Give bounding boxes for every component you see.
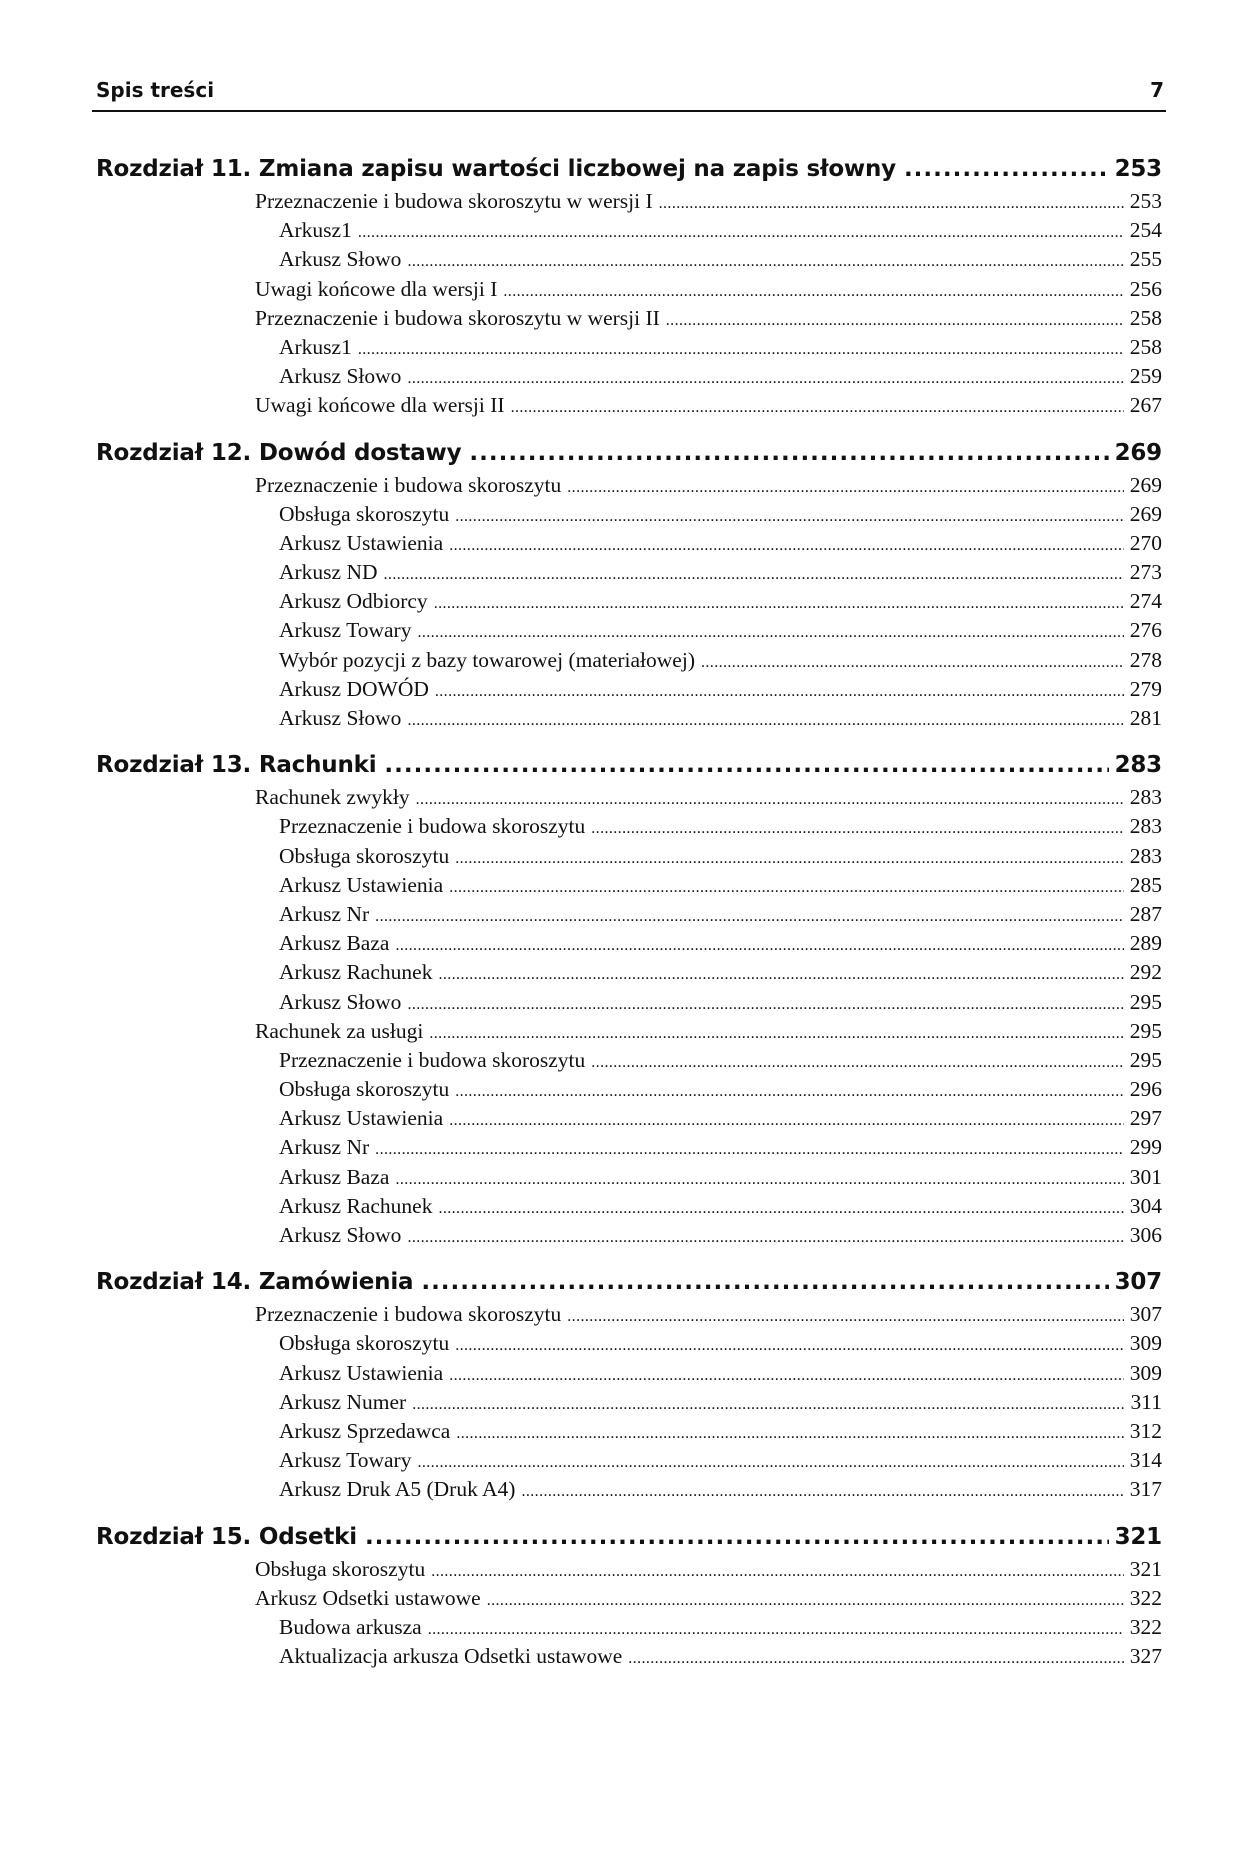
toc-entry-title: Przeznaczenie i budowa skoroszytu (279, 1047, 586, 1072)
chapter-block (96, 440, 1162, 736)
toc-entry[interactable] (96, 1223, 1162, 1252)
leader-dots (449, 537, 1124, 555)
leader-dots (455, 1083, 1124, 1101)
toc-entry-title: Aktualizacja arkusza Odsetki ustawowe (279, 1644, 623, 1669)
leader-dots (503, 283, 1123, 301)
chapter-page-number: 283 (1114, 752, 1162, 779)
toc-entry-page-number: 254 (1129, 218, 1162, 243)
leader-dots (487, 1592, 1124, 1610)
toc-entry-title: Przeznaczenie i budowa skoroszytu w wersji II (255, 305, 660, 330)
leader-dots (438, 966, 1123, 984)
leader-dots (412, 1396, 1124, 1414)
running-header (92, 74, 1166, 112)
toc-entry[interactable] (96, 1477, 1162, 1506)
chapter-title: Rozdział 12. Dowód dostawy (96, 439, 462, 466)
toc-entry-page-number: 258 (1129, 334, 1162, 359)
chapter-page-number: 321 (1114, 1523, 1162, 1550)
toc-entry-title: Obsługa skoroszytu (255, 1556, 426, 1581)
leader-dots (375, 1141, 1124, 1159)
leader-dots (395, 937, 1123, 955)
toc-entry-title: Arkusz Sprzedawca (279, 1418, 451, 1443)
leader-dots (455, 1337, 1124, 1355)
leader-dots (417, 624, 1123, 642)
toc-entry-page-number: 256 (1129, 276, 1162, 301)
leader-dots (521, 1483, 1123, 1501)
toc-entry-title: Arkusz Numer (279, 1389, 407, 1414)
chapter-block (96, 1524, 1162, 1674)
toc-entry[interactable] (96, 844, 1162, 873)
toc-entry-page-number: 307 (1129, 1302, 1162, 1327)
toc-entry-page-number: 295 (1129, 1047, 1162, 1072)
chapter-title: Rozdział 14. Zamówienia (96, 1269, 414, 1296)
toc-entry[interactable] (96, 277, 1162, 306)
toc-entry[interactable] (96, 1419, 1162, 1448)
toc-entry[interactable] (96, 335, 1162, 364)
toc-entry[interactable] (96, 247, 1162, 276)
leader-dots (407, 253, 1123, 271)
leader-dots (438, 1200, 1123, 1218)
leader-dots (455, 850, 1124, 868)
toc-entry[interactable] (96, 1586, 1162, 1615)
chapter-heading[interactable] (96, 440, 1162, 473)
toc-entry[interactable] (96, 560, 1162, 589)
toc-entry-page-number: 279 (1129, 676, 1162, 701)
leader-dots (591, 1054, 1123, 1072)
toc-entry[interactable] (96, 1077, 1162, 1106)
toc-entry-page-number: 327 (1129, 1644, 1162, 1669)
leader-dots (365, 1524, 1109, 1550)
toc-entry-title: Arkusz Druk A5 (Druk A4) (279, 1477, 516, 1502)
leader-dots (435, 683, 1124, 701)
leader-dots (428, 1621, 1124, 1639)
toc-entry-page-number: 267 (1129, 393, 1162, 418)
toc-entry[interactable] (96, 1135, 1162, 1164)
toc-entry[interactable] (96, 1106, 1162, 1135)
toc-entry-title: Wybór pozycji z bazy towarowej (materiałowej) (279, 647, 695, 672)
toc-entry[interactable] (96, 814, 1162, 843)
toc-entry[interactable] (96, 648, 1162, 677)
toc-entry-page-number: 285 (1129, 872, 1162, 897)
toc-entry-title: Obsługa skoroszytu (279, 1077, 450, 1102)
toc-entry[interactable] (96, 960, 1162, 989)
leader-dots (666, 312, 1124, 330)
toc-entry-title: Arkusz DOWÓD (279, 676, 429, 701)
leader-dots (567, 479, 1123, 497)
toc-entry-title: Arkusz Baza (279, 1164, 390, 1189)
table-of-contents (96, 156, 1162, 1690)
toc-entry[interactable] (96, 218, 1162, 247)
leader-dots (375, 908, 1124, 926)
toc-entry-title: Arkusz Rachunek (279, 1193, 433, 1218)
toc-entry-title: Arkusz ND (279, 560, 378, 585)
toc-entry-page-number: 258 (1129, 305, 1162, 330)
leader-dots (628, 1650, 1123, 1668)
leader-dots (358, 224, 1124, 242)
leader-dots (384, 566, 1124, 584)
toc-entry-title: Arkusz Słowo (279, 247, 402, 272)
toc-entry-title: Arkusz1 (279, 334, 352, 359)
toc-entry[interactable] (96, 931, 1162, 960)
toc-entry[interactable] (96, 189, 1162, 218)
toc-entry[interactable] (96, 706, 1162, 735)
leader-dots (431, 1563, 1124, 1581)
toc-entry-page-number: 283 (1129, 814, 1162, 839)
toc-entry-title: Arkusz Baza (279, 931, 390, 956)
toc-entry[interactable] (96, 589, 1162, 618)
toc-entry-title: Arkusz Słowo (279, 1223, 402, 1247)
leader-dots (407, 1229, 1123, 1247)
chapter-block (96, 156, 1162, 423)
toc-entry-page-number: 283 (1129, 843, 1162, 868)
toc-entry[interactable] (96, 393, 1162, 422)
toc-entry[interactable] (96, 873, 1162, 902)
leader-dots (659, 195, 1124, 213)
toc-entry-page-number: 297 (1129, 1106, 1162, 1131)
chapter-title: Rozdział 15. Odsetki (96, 1523, 357, 1550)
leader-dots (407, 996, 1123, 1014)
toc-entry-title: Arkusz Ustawienia (279, 1106, 444, 1131)
toc-entry-page-number: 289 (1129, 931, 1162, 956)
leader-dots (395, 1171, 1123, 1189)
toc-entry-page-number: 269 (1129, 501, 1162, 526)
toc-entry[interactable] (96, 785, 1162, 814)
toc-entry-page-number: 278 (1129, 647, 1162, 672)
toc-entry-title: Arkusz Ustawienia (279, 1360, 444, 1385)
toc-entry-title: Przeznaczenie i budowa skoroszytu (255, 1302, 562, 1327)
toc-entry-page-number: 283 (1129, 785, 1162, 810)
toc-entry-page-number: 301 (1129, 1164, 1162, 1189)
toc-entry-title: Przeznaczenie i budowa skoroszytu w wersji I (255, 189, 653, 213)
toc-entry-title: Uwagi końcowe dla wersji I (255, 276, 498, 301)
toc-entry[interactable] (96, 1390, 1162, 1419)
toc-entry[interactable] (96, 306, 1162, 335)
leader-dots (449, 1112, 1124, 1130)
toc-entry-title: Arkusz Nr (279, 901, 370, 926)
chapter-page-number: 253 (1114, 156, 1162, 182)
toc-entry[interactable] (96, 1557, 1162, 1586)
toc-entry[interactable] (96, 502, 1162, 531)
toc-entry-title: Arkusz Słowo (279, 706, 402, 730)
leader-dots (384, 752, 1108, 778)
chapter-block (96, 752, 1162, 1252)
toc-entry[interactable] (96, 1048, 1162, 1077)
page-number: 7 (1150, 78, 1164, 102)
leader-dots (407, 712, 1123, 730)
toc-entry-title: Arkusz Rachunek (279, 960, 433, 985)
toc-entry-page-number: 312 (1129, 1418, 1162, 1443)
toc-entry-page-number: 269 (1129, 472, 1162, 497)
toc-entry[interactable] (96, 1615, 1162, 1644)
toc-entry-page-number: 253 (1129, 189, 1162, 213)
toc-entry-page-number: 309 (1129, 1331, 1162, 1356)
toc-entry[interactable] (96, 618, 1162, 647)
toc-entry-page-number: 255 (1129, 247, 1162, 272)
toc-entry[interactable] (96, 1194, 1162, 1223)
toc-entry[interactable] (96, 1448, 1162, 1477)
toc-entry[interactable] (96, 902, 1162, 931)
chapter-page-number: 269 (1114, 439, 1162, 466)
toc-entry-page-number: 270 (1129, 530, 1162, 555)
running-header-title: Spis treści (96, 78, 215, 102)
toc-entry-page-number: 322 (1129, 1585, 1162, 1610)
toc-entry-title: Arkusz1 (279, 218, 352, 243)
toc-entry[interactable] (96, 1361, 1162, 1390)
toc-entry-page-number: 295 (1129, 1018, 1162, 1043)
chapter-heading[interactable] (96, 752, 1162, 785)
toc-entry-title: Arkusz Ustawienia (279, 872, 444, 897)
toc-entry-page-number: 314 (1129, 1448, 1162, 1473)
toc-entry-title: Arkusz Odsetki ustawowe (255, 1585, 481, 1610)
toc-entry-title: Rachunek za usługi (255, 1018, 424, 1043)
leader-dots (701, 654, 1124, 672)
toc-entry-title: Rachunek zwykły (255, 785, 410, 810)
toc-entry-title: Obsługa skoroszytu (279, 1331, 450, 1356)
toc-entry[interactable] (96, 473, 1162, 502)
toc-entry-page-number: 317 (1129, 1477, 1162, 1502)
toc-entry-page-number: 296 (1129, 1077, 1162, 1102)
toc-entry[interactable] (96, 364, 1162, 393)
leader-dots (455, 508, 1124, 526)
leader-dots (416, 791, 1124, 809)
toc-entry-title: Obsługa skoroszytu (279, 501, 450, 526)
toc-entry-page-number: 306 (1129, 1223, 1162, 1247)
toc-entry-page-number: 295 (1129, 989, 1162, 1014)
toc-entry-page-number: 311 (1130, 1389, 1162, 1414)
leader-dots (904, 156, 1109, 182)
toc-entry-page-number: 287 (1129, 901, 1162, 926)
toc-entry[interactable] (96, 677, 1162, 706)
chapter-block (96, 1269, 1162, 1506)
toc-entry[interactable] (96, 1331, 1162, 1360)
toc-entry-title: Przeznaczenie i budowa skoroszytu (255, 472, 562, 497)
toc-entry[interactable] (96, 990, 1162, 1019)
toc-entry[interactable] (96, 1644, 1162, 1673)
leader-dots (421, 1269, 1108, 1295)
toc-entry-page-number: 274 (1129, 589, 1162, 614)
toc-entry-page-number: 259 (1129, 364, 1162, 389)
toc-entry-page-number: 281 (1129, 706, 1162, 730)
toc-entry-page-number: 304 (1129, 1193, 1162, 1218)
toc-entry-title: Budowa arkusza (279, 1614, 422, 1639)
leader-dots (429, 1025, 1123, 1043)
toc-entry-title: Uwagi końcowe dla wersji II (255, 393, 505, 418)
leader-dots (456, 1425, 1123, 1443)
leader-dots (417, 1454, 1123, 1472)
toc-entry[interactable] (96, 1019, 1162, 1048)
chapter-heading[interactable] (96, 1269, 1162, 1302)
toc-entry-page-number: 292 (1129, 960, 1162, 985)
toc-entry[interactable] (96, 1165, 1162, 1194)
leader-dots (358, 341, 1124, 359)
leader-dots (407, 370, 1123, 388)
leader-dots (449, 1367, 1124, 1385)
leader-dots (567, 1308, 1123, 1326)
toc-entry-title: Obsługa skoroszytu (279, 843, 450, 868)
chapter-title: Rozdział 13. Rachunki (96, 752, 377, 779)
toc-entry-title: Arkusz Słowo (279, 364, 402, 389)
toc-entry-page-number: 276 (1129, 618, 1162, 643)
toc-entry-title: Przeznaczenie i budowa skoroszytu (279, 814, 586, 839)
toc-entry-page-number: 321 (1129, 1556, 1162, 1581)
toc-entry-page-number: 273 (1129, 560, 1162, 585)
chapter-page-number: 307 (1114, 1269, 1162, 1296)
toc-entry-title: Arkusz Towary (279, 618, 412, 643)
toc-entry-title: Arkusz Odbiorcy (279, 589, 428, 614)
toc-entry-title: Arkusz Słowo (279, 989, 402, 1014)
leader-dots (469, 440, 1108, 466)
toc-entry-page-number: 309 (1129, 1360, 1162, 1385)
leader-dots (449, 879, 1124, 897)
leader-dots (434, 595, 1124, 613)
toc-entry-title: Arkusz Towary (279, 1448, 412, 1473)
toc-entry[interactable] (96, 1302, 1162, 1331)
leader-dots (591, 820, 1123, 838)
toc-entry[interactable] (96, 531, 1162, 560)
toc-entry-title: Arkusz Ustawienia (279, 530, 444, 555)
chapter-title: Rozdział 11. Zmiana zapisu wartości liczbowej na zapis słowny (96, 156, 896, 182)
toc-entry-page-number: 299 (1129, 1135, 1162, 1160)
leader-dots (511, 399, 1124, 417)
toc-entry-page-number: 322 (1129, 1614, 1162, 1639)
chapter-heading[interactable] (96, 1524, 1162, 1557)
toc-entry-title: Arkusz Nr (279, 1135, 370, 1160)
chapter-heading[interactable] (96, 156, 1162, 189)
